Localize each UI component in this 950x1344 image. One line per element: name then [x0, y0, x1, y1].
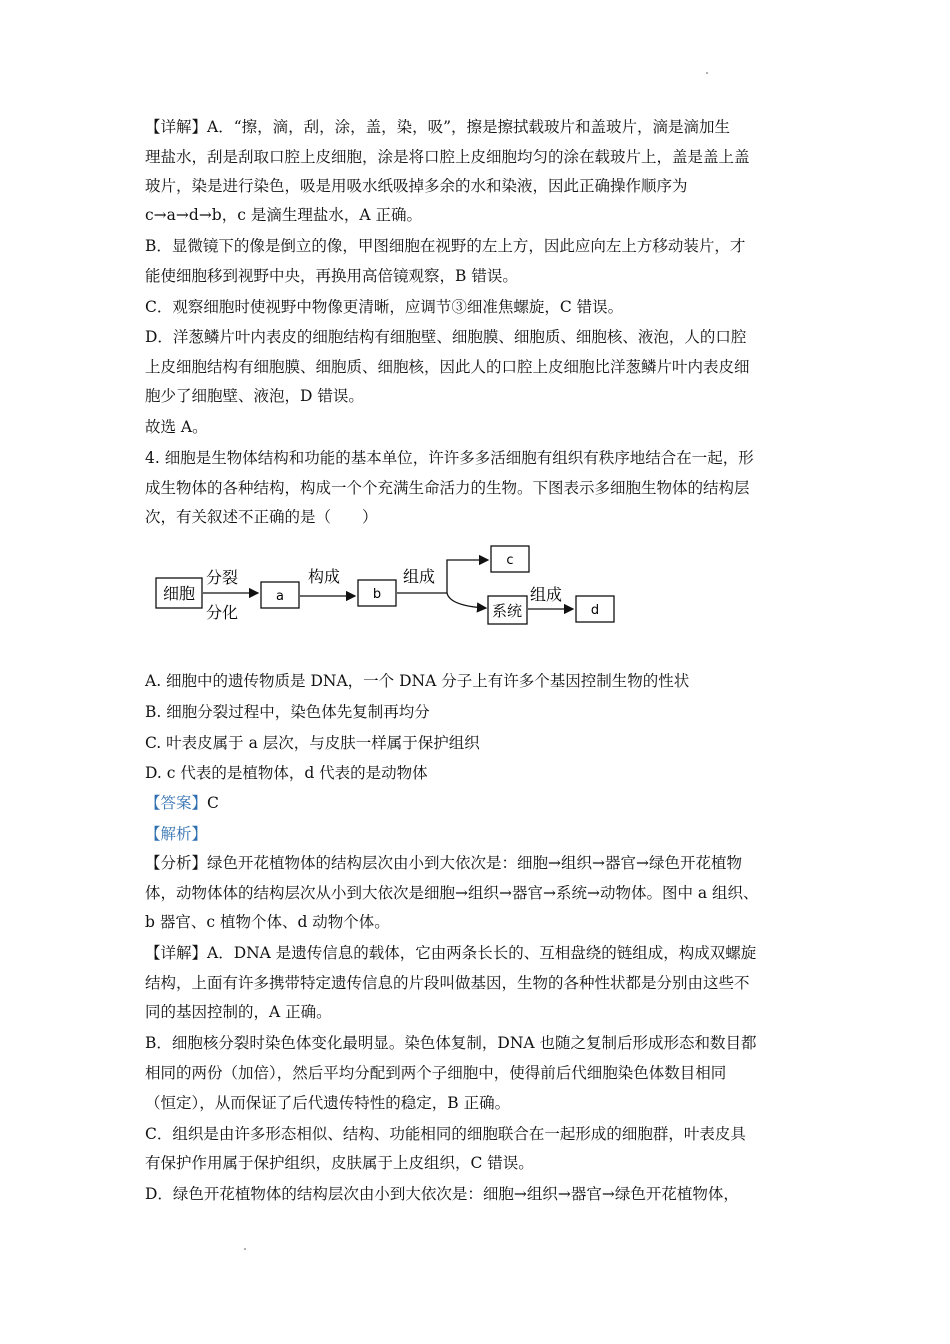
differentiate-label: 分化 — [206, 603, 239, 622]
d-label: d — [590, 603, 600, 618]
text-line: D．绿色开花植物体的结构层次由小到大依次是：细胞→组织→器官→绿色开花植物体， — [145, 1185, 739, 1203]
text-line: 结构，上面有许多携带特定遗传信息的片段叫做基因，生物的各种性状都是分别由这些不 — [145, 974, 750, 992]
answer-label: 【答案】 — [145, 794, 208, 812]
question-text: 成生物体的各种结构，构成一个个充满生命活力的生物。下图表示多细胞生物体的结构层 — [145, 479, 750, 497]
option-a: A. 细胞中的遗传物质是 DNA，一个 DNA 分子上有许多个基因控制生物的性状 — [145, 672, 690, 690]
option-c: C. 叶表皮属于 a 层次，与皮肤一样属于保护组织 — [145, 734, 480, 752]
c-label: c — [506, 553, 514, 568]
text-line: 体，动物体体的结构层次从小到大依次是细胞→组织→器官→系统→动物体。图中 a 组织、 — [145, 884, 759, 902]
structure-hierarchy-diagram — [150, 540, 630, 630]
text-line: 故选 A。 — [145, 418, 208, 436]
text-line: C．组织是由许多形态相似、结构、功能相同的细胞联合在一起形成的细胞群，叶表皮具 — [145, 1125, 746, 1143]
text-line: 【详解】A．“擦，滴，刮，涂，盖，染，吸”，擦是擦拭载玻片和盖玻片，滴是滴加生 — [145, 118, 731, 136]
text-line: 理盐水，刮是刮取口腔上皮细胞，涂是将口腔上皮细胞均匀的涂在载玻片上，盖是盖上盖 — [145, 148, 750, 166]
b-label: b — [372, 587, 382, 602]
compose-label-2: 组成 — [530, 585, 563, 604]
branch-to-system — [447, 593, 486, 608]
split-label: 分裂 — [206, 568, 239, 587]
text-line: B．显微镜下的像是倒立的像，甲图细胞在视野的左上方，因此应向左上方移动装片，才 — [145, 237, 746, 255]
corner-mark — [706, 72, 708, 74]
option-b: B. 细胞分裂过程中，染色体先复制再均分 — [145, 703, 430, 721]
question-text: 次，有关叙述不正确的是（ ） — [145, 508, 378, 526]
text-line: D．洋葱鳞片叶内表皮的细胞结构有细胞壁、细胞膜、细胞质、细胞核、液泡，人的口腔 — [145, 328, 747, 346]
option-d: D. c 代表的是植物体，d 代表的是动物体 — [145, 764, 428, 782]
text-line: 上皮细胞结构有细胞膜、细胞质、细胞核，因此人的口腔上皮细胞比洋葱鳞片叶内表皮细 — [145, 358, 750, 376]
text-line: 玻片，染是进行染色，吸是用吸水纸吸掉多余的水和染液，因此正确操作顺序为 — [145, 177, 688, 195]
answer-value: C — [207, 794, 219, 812]
corner-mark — [244, 1248, 246, 1250]
text-line: 【分析】绿色开花植物体的结构层次由小到大依次是：细胞→组织→器官→绿色开花植物 — [145, 854, 742, 872]
system-label: 系统 — [491, 602, 523, 620]
text-line: 胞少了细胞壁、液泡，D 错误。 — [145, 387, 364, 405]
text-line: 【详解】A．DNA 是遗传信息的载体，它由两条长长的、互相盘绕的链组成，构成双螺旋 — [145, 944, 757, 962]
question-text: 4. 细胞是生物体结构和功能的基本单位，许许多多活细胞有组织有秩序地结合在一起，形 — [145, 449, 754, 467]
branch-to-c — [447, 560, 488, 593]
form-label: 构成 — [308, 567, 341, 586]
text-line: b 器官、c 植物个体、d 动物个体。 — [145, 913, 390, 931]
a-label: a — [276, 589, 284, 604]
text-line: 同的基因控制的，A 正确。 — [145, 1003, 332, 1021]
cell-label: 细胞 — [162, 584, 196, 603]
text-line: 有保护作用属于保护组织，皮肤属于上皮组织，C 错误。 — [145, 1154, 534, 1172]
compose-label-1: 组成 — [403, 567, 436, 586]
analysis-label: 【解析】 — [145, 825, 208, 843]
text-line: 能使细胞移到视野中央，再换用高倍镜观察，B 错误。 — [145, 267, 518, 285]
text-line: （恒定），从而保证了后代遗传特性的稳定，B 正确。 — [145, 1094, 511, 1112]
text-line: C．观察细胞时使视野中物像更清晰，应调节③细准焦螺旋，C 错误。 — [145, 298, 624, 316]
text-line: c→a→d→b，c 是滴生理盐水，A 正确。 — [145, 206, 422, 224]
answer-line — [145, 793, 219, 813]
text-line: 相同的两份（加倍），然后平均分配到两个子细胞中，使得前后代细胞染色体数目相同 — [145, 1064, 727, 1082]
text-line: B．细胞核分裂时染色体变化最明显。染色体复制，DNA 也随之复制后形成形态和数目都 — [145, 1034, 757, 1052]
